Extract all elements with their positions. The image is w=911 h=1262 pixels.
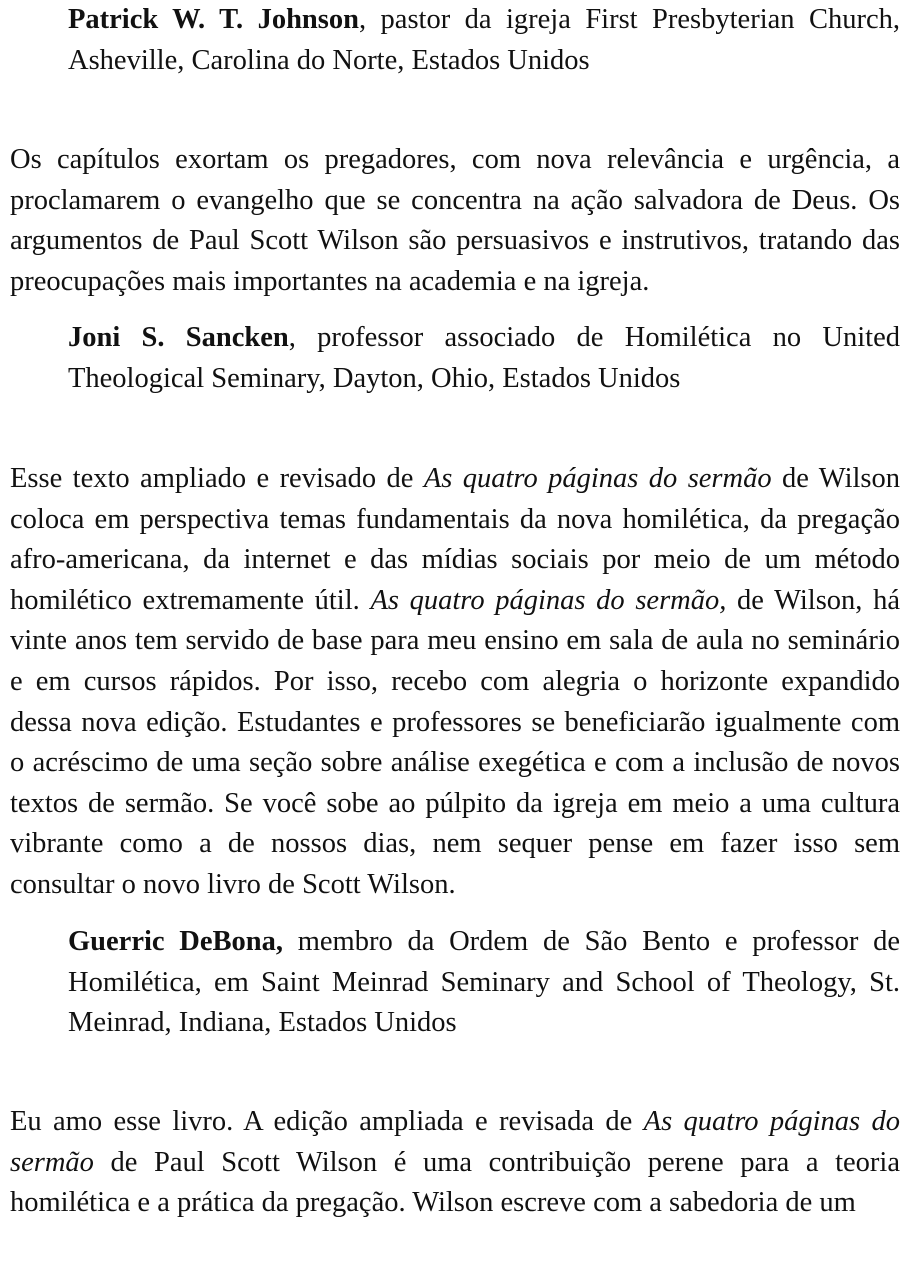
attribution-role: , pastor da igreja First Presbyterian Church, Asheville, Carolina do Norte, Estados Unidos xyxy=(68,4,900,76)
attribution-name: Patrick W. T. Johnson xyxy=(68,4,359,35)
attribution-johnson xyxy=(68,0,900,81)
quote-text: de Wilson, há vinte anos tem servido de base para meu ensino em sala de aula no seminário e em cursos rápidos. Por isso, recebo com alegria o horizonte expandido dessa nova edição. Estudantes e professores se beneficiarão igualmente com o acréscimo de uma seção sobre análise exegética e com a inclusão de novos textos de sermão. Se você sobe ao púlpito da igreja em meio a uma cultura vibrante como a de nossos dias, nem sequer pense em fazer isso sem consultar o novo livro de Scott Wilson. xyxy=(10,584,900,900)
attribution-sancken xyxy=(68,318,900,399)
quote-text: de Wilson coloca em perspectiva temas fundamentais da nova homilética, da pregação afro-americana, da internet e das mídias sociais por meio de um método homilético extremamente útil. xyxy=(10,463,900,616)
quote-paragraph-3 xyxy=(10,1102,900,1224)
attribution-debona xyxy=(68,922,900,1044)
attribution-name: Joni S. Sancken xyxy=(68,322,289,353)
book-title: As quatro páginas do sermão, xyxy=(370,584,727,616)
quote-text: de Paul Scott Wilson é uma contribuição perene para a teoria homilética e a prática da pregação. Wilson escreve com a sabedoria de um xyxy=(10,1146,900,1219)
book-title: As quatro páginas do sermão xyxy=(10,1106,900,1178)
attribution-role: membro da Ordem de São Bento e professor de Homilética, em Saint Meinrad Seminary and School of Theology, St. Meinrad, Indiana, Estados Unidos xyxy=(68,926,900,1039)
quote-text: Esse texto ampliado e revisado de xyxy=(10,463,424,494)
book-title: As quatro páginas do sermão xyxy=(423,463,772,494)
attribution-name: Guerric DeBona, xyxy=(68,926,283,957)
quote-paragraph-1: Os capítulos exortam os pregadores, com nova relevância e urgência, a proclamarem o evangelho que se concentra na ação salvadora de Deus. Os argumentos de Paul Scott Wilson são persuasivos e instrutivos, tratando das preocupações mais importantes na academia e na igreja. xyxy=(10,144,900,297)
attribution-role: , professor associado de Homilética no United Theological Seminary, Dayton, Ohio, Estados Unidos xyxy=(68,322,900,394)
quote-paragraph-2 xyxy=(10,459,900,906)
quote-text: Eu amo esse livro. A edição ampliada e revisada de xyxy=(10,1106,644,1137)
